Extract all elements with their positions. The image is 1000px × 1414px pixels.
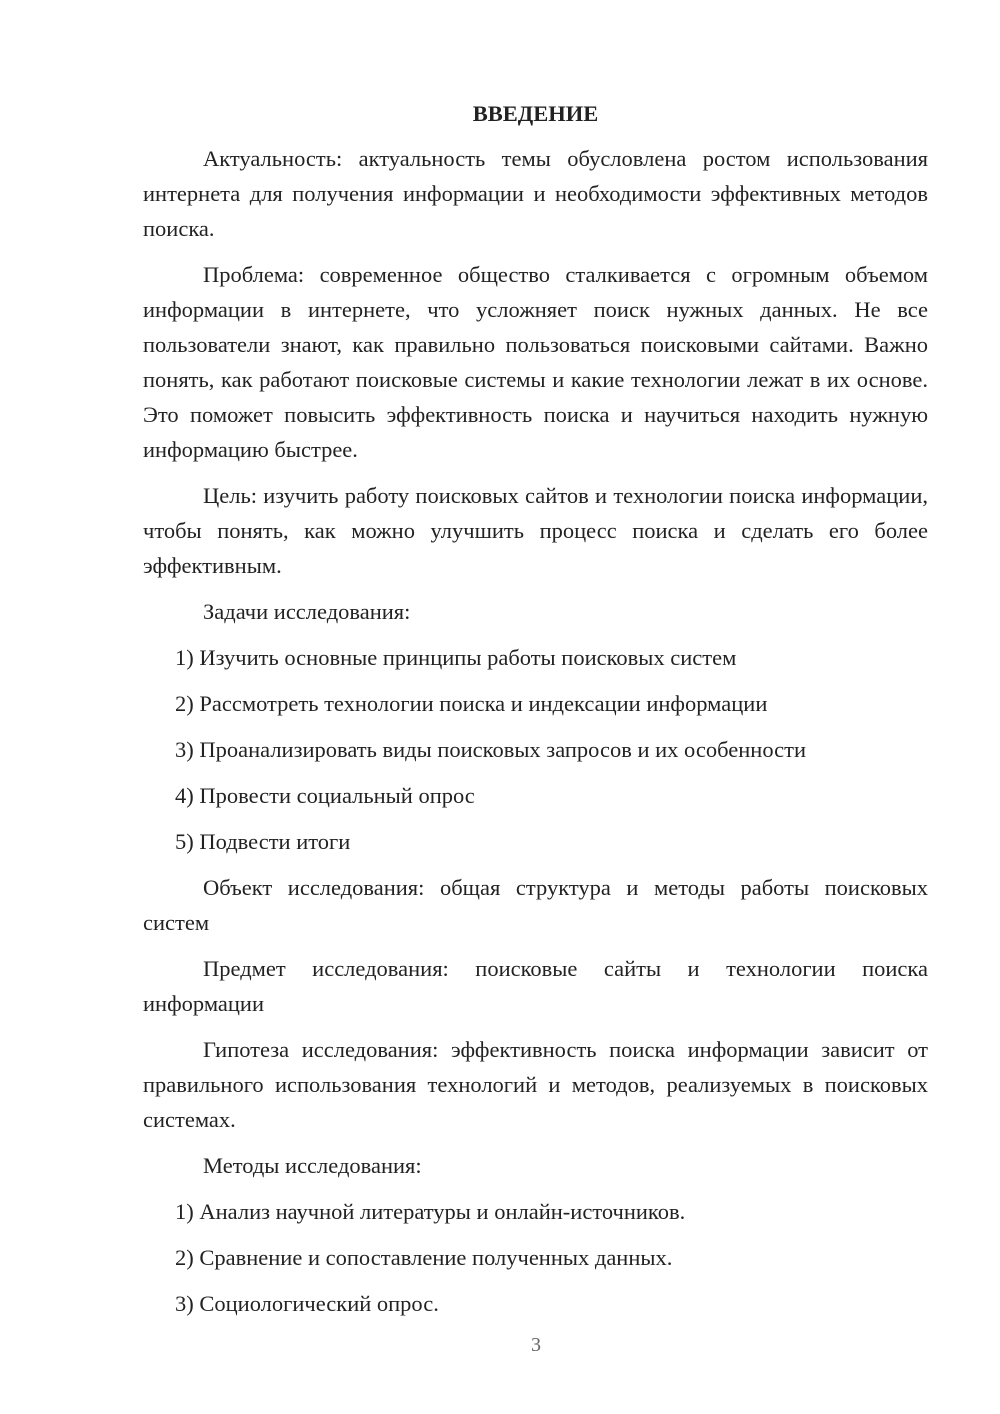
list-item: 1) Изучить основные принципы работы поисковых систем (175, 645, 737, 670)
methods-list (143, 1194, 928, 1321)
list-item: 1) Анализ научной литературы и онлайн-источников. (175, 1199, 686, 1224)
document-body (143, 96, 928, 1332)
list-item: 3) Проанализировать виды поисковых запросов и их особенности (175, 737, 806, 762)
tasks-list (143, 640, 928, 859)
relevance-paragraph: Актуальность: актуальность темы обусловлена ростом использования интернета для получения информации и необходимости эффективных методов поиска. (143, 146, 928, 241)
object-paragraph: Объект исследования: общая структура и методы работы поисковых систем (143, 875, 928, 935)
list-item: 4) Провести социальный опрос (175, 783, 475, 808)
list-item: 5) Подвести итоги (175, 829, 351, 854)
tasks-heading: Задачи исследования: (203, 599, 411, 624)
page-title: ВВЕДЕНИЕ (472, 101, 599, 126)
list-item: 3) Социологический опрос. (175, 1291, 439, 1316)
list-item: 2) Сравнение и сопоставление полученных данных. (175, 1245, 673, 1270)
goal-paragraph: Цель: изучить работу поисковых сайтов и технологии поиска информации, чтобы понять, как можно улучшить процесс поиска и сделать его более эффективным. (143, 483, 928, 578)
list-item: 2) Рассмотреть технологии поиска и индексации информации (175, 691, 768, 716)
subject-paragraph: Предмет исследования: поисковые сайты и технологии поиска информации (143, 956, 928, 1016)
methods-heading: Методы исследования: (203, 1153, 422, 1178)
page-number: 3 (531, 1334, 541, 1356)
hypothesis-paragraph: Гипотеза исследования: эффективность поиска информации зависит от правильного использования технологий и методов, реализуемых в поисковых системах. (143, 1037, 928, 1132)
problem-paragraph: Проблема: современное общество сталкивается с огромным объемом информации в интернете, что усложняет поиск нужных данных. Не все пользователи знают, как правильно пользоваться поисковыми сайтами. Важно понять, как работают поисковые системы и какие технологии лежат в их основе. Это поможет повысить эффективность поиска и научиться находить нужную информацию быстрее. (143, 262, 928, 462)
